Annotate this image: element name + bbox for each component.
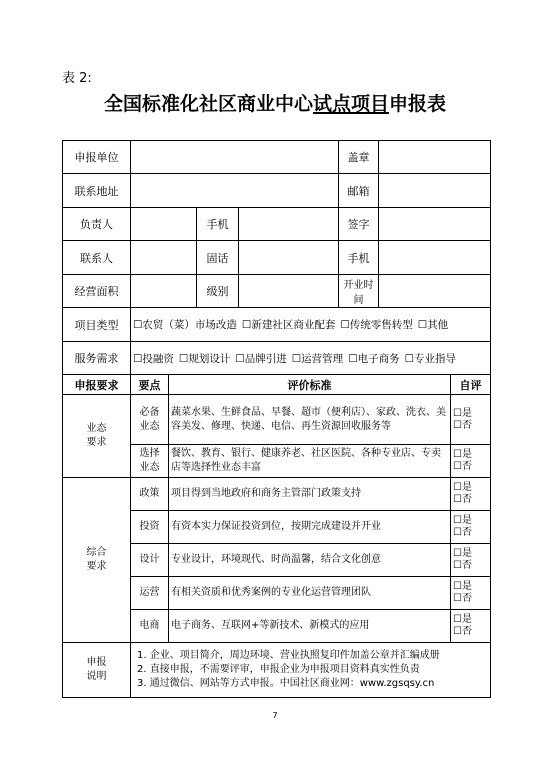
standard-cell: 蔬菜水果、生鲜食品、早餐、超市（便利店）、家政、洗衣、美容美发、修理、快递、电信、再生资源回收服务等 xyxy=(169,395,451,445)
note-line: 1. 企业、项目简介，周边环境、营业执照复印件加盖公章并汇编成册 xyxy=(137,650,440,661)
service-need-option[interactable]: ☐电子商务 xyxy=(348,352,400,365)
notes-content xyxy=(131,643,491,698)
standard-cell: 电子商务、互联网+等新技术、新模式的应用 xyxy=(169,610,451,643)
yes-checkbox[interactable]: ☐是 xyxy=(453,548,472,559)
phone-label: 固话 xyxy=(197,241,239,275)
seal-value-cell[interactable] xyxy=(379,141,491,174)
self-eval-cell xyxy=(451,610,491,643)
yes-checkbox[interactable]: ☐是 xyxy=(453,581,472,592)
point-cell: 投资 xyxy=(131,511,169,544)
title-part-1: 全国标准化社区商业中心 xyxy=(103,93,313,115)
point-cell: 运营 xyxy=(131,577,169,610)
postcode-value-cell[interactable] xyxy=(379,174,491,208)
notes-label: 申报说明 xyxy=(63,643,131,698)
title-part-underlined: 试点项目 xyxy=(312,93,389,115)
no-checkbox[interactable]: ☐否 xyxy=(453,527,472,538)
point-cell: 必备业态 xyxy=(131,395,169,445)
note-line: 3. 通过微信、网站等方式申报。中国社区商业网：www.zgsqsy.cn xyxy=(137,678,435,689)
page-title xyxy=(0,95,550,114)
form-row-address xyxy=(63,174,491,208)
service-need-options xyxy=(131,342,491,375)
applicant-label: 申报单位 xyxy=(63,141,131,174)
standard-cell: 有资本实力保证投资到位，按期完成建设并开业 xyxy=(169,511,451,544)
header-standard: 评价标准 xyxy=(169,375,451,395)
service-need-option[interactable]: ☐品牌引进 xyxy=(235,352,287,365)
table-number-label: 表 2: xyxy=(62,71,92,86)
table-row xyxy=(63,395,491,445)
open-time-label: 开业时间 xyxy=(339,275,379,308)
project-type-option[interactable]: ☐农贸（菜）市场改造 xyxy=(133,319,237,331)
self-eval-cell xyxy=(451,511,491,544)
no-checkbox[interactable]: ☐否 xyxy=(453,461,472,472)
area-label: 经营面积 xyxy=(63,275,131,308)
standard-cell: 专业设计，环境现代、时尚温馨，结合文化创意 xyxy=(169,544,451,577)
criteria-header-row xyxy=(63,375,491,395)
point-cell: 电商 xyxy=(131,610,169,643)
level-value-cell[interactable] xyxy=(239,275,339,308)
area-value-cell[interactable] xyxy=(131,275,197,308)
form-row-project-type xyxy=(63,308,491,342)
address-label: 联系地址 xyxy=(63,174,131,208)
open-time-value-cell[interactable] xyxy=(379,275,491,308)
yes-checkbox[interactable]: ☐是 xyxy=(453,482,472,493)
signature-label: 签字 xyxy=(339,208,379,241)
self-eval-cell xyxy=(451,445,491,478)
form-row-manager xyxy=(63,208,491,241)
seal-label: 盖章 xyxy=(339,141,379,174)
no-checkbox[interactable]: ☐否 xyxy=(453,560,472,571)
project-type-option[interactable]: ☐传统零售转型 xyxy=(340,319,413,331)
service-need-option[interactable]: ☐投融资 xyxy=(133,352,174,365)
level-label: 级别 xyxy=(197,275,239,308)
form-row-applicant xyxy=(63,141,491,174)
application-form-table xyxy=(62,140,491,698)
service-need-option[interactable]: ☐规划设计 xyxy=(178,352,231,365)
form-row-area xyxy=(63,275,491,308)
point-cell: 政策 xyxy=(131,478,169,511)
service-need-option[interactable]: ☐运营管理 xyxy=(291,352,344,365)
form-row-contact xyxy=(63,241,491,275)
point-cell: 选择业态 xyxy=(131,445,169,478)
self-eval-cell xyxy=(451,395,491,445)
standard-cell: 项目得到当地政府和商务主管部门政策支持 xyxy=(169,478,451,511)
project-type-label: 项目类型 xyxy=(63,308,131,342)
table-row xyxy=(63,478,491,511)
applicant-value-cell[interactable] xyxy=(131,141,339,174)
group-name: 综合要求 xyxy=(63,478,131,643)
notes-row xyxy=(63,643,491,698)
no-checkbox[interactable]: ☐否 xyxy=(453,494,472,505)
standard-cell: 有相关资质和优秀案例的专业化运营管理团队 xyxy=(169,577,451,610)
phone-value-cell[interactable] xyxy=(239,241,339,275)
no-checkbox[interactable]: ☐否 xyxy=(453,593,472,604)
project-type-option[interactable]: ☐其他 xyxy=(417,319,449,331)
header-requirement: 申报要求 xyxy=(63,375,131,395)
no-checkbox[interactable]: ☐否 xyxy=(453,419,472,431)
yes-checkbox[interactable]: ☐是 xyxy=(453,449,472,460)
point-cell: 设计 xyxy=(131,544,169,577)
manager-label: 负责人 xyxy=(63,208,131,241)
group-name: 业态要求 xyxy=(63,395,131,478)
contact-label: 联系人 xyxy=(63,241,131,275)
self-eval-cell xyxy=(451,478,491,511)
yes-checkbox[interactable]: ☐是 xyxy=(453,614,472,625)
signature-value-cell[interactable] xyxy=(379,208,491,241)
project-type-options xyxy=(131,308,491,342)
no-checkbox[interactable]: ☐否 xyxy=(453,626,472,637)
service-need-option[interactable]: ☐专业指导 xyxy=(404,352,457,365)
postcode-label: 邮箱 xyxy=(339,174,379,208)
note-line: 2. 直接申报，不需要评审，申报企业为申报项目资料真实性负责 xyxy=(137,664,420,675)
page-number: 7 xyxy=(272,711,278,720)
self-eval-cell xyxy=(451,577,491,610)
self-eval-cell xyxy=(451,544,491,577)
manager-value-cell[interactable] xyxy=(131,208,197,241)
header-point: 要点 xyxy=(131,375,169,395)
yes-checkbox[interactable]: ☐是 xyxy=(453,407,472,419)
mobile-label: 手机 xyxy=(197,208,239,241)
standard-cell: 餐饮、教育、银行、健康养老、社区医院、各种专业店、专卖店等选择性业态丰富 xyxy=(169,445,451,478)
title-part-2: 申报表 xyxy=(389,93,447,115)
mobile2-value-cell[interactable] xyxy=(379,241,491,275)
project-type-option[interactable]: ☐新建社区商业配套 xyxy=(241,319,336,331)
contact-value-cell[interactable] xyxy=(131,241,197,275)
service-need-label: 服务需求 xyxy=(63,342,131,375)
form-row-service-need xyxy=(63,342,491,375)
header-self-evaluation: 自评 xyxy=(451,375,491,395)
mobile-value-cell[interactable] xyxy=(239,208,339,241)
address-value-cell[interactable] xyxy=(131,174,339,208)
mobile2-label: 手机 xyxy=(339,241,379,275)
yes-checkbox[interactable]: ☐是 xyxy=(453,515,472,526)
